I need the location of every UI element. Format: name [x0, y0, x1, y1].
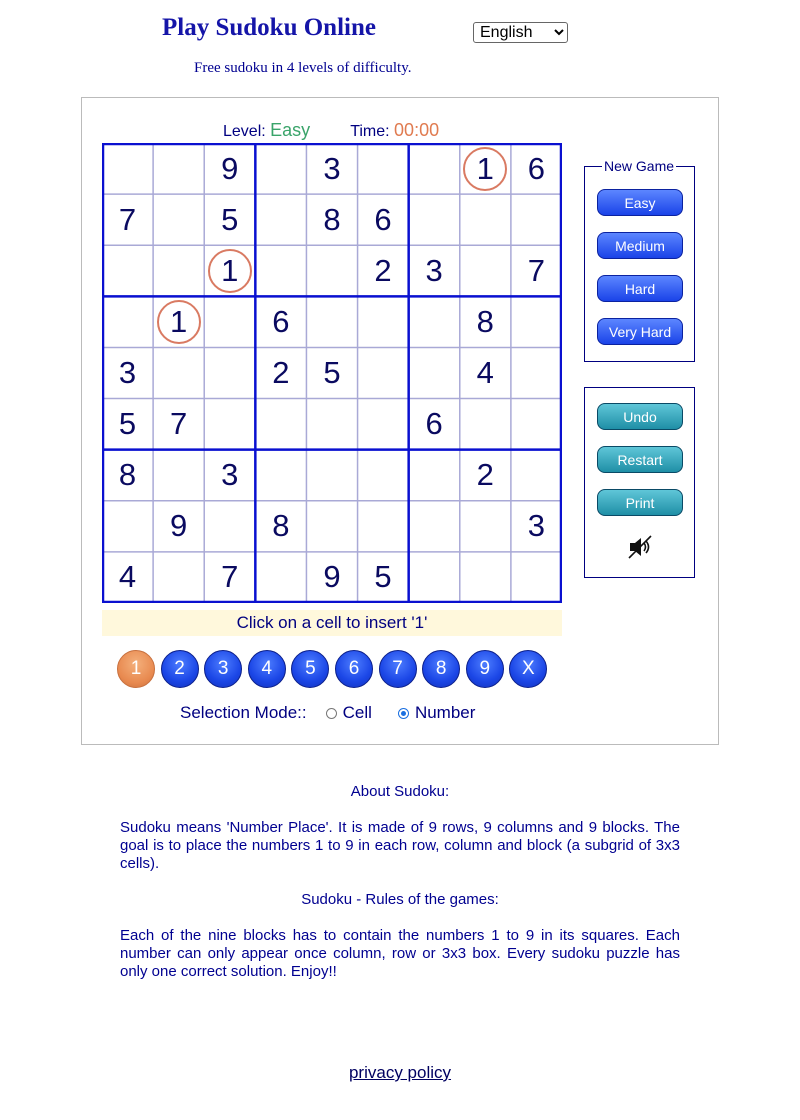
cell-value: 2	[374, 252, 392, 288]
hard-button[interactable]: Hard	[597, 275, 683, 302]
sudoku-cell[interactable]	[255, 296, 306, 347]
selection-mode-label: Selection Mode::	[180, 703, 307, 722]
cell-value: 3	[118, 354, 137, 390]
sudoku-cell[interactable]	[204, 194, 255, 245]
undo-button[interactable]: Undo	[597, 403, 683, 430]
sudoku-cell[interactable]	[306, 399, 357, 450]
cell-value: 8	[476, 303, 494, 339]
sudoku-cell[interactable]	[102, 245, 153, 296]
cell-value: 8	[272, 508, 290, 544]
sudoku-cell[interactable]	[153, 399, 204, 450]
number-button[interactable]: 2	[161, 650, 199, 688]
cell-value: 5	[221, 201, 239, 237]
number-button[interactable]: 8	[422, 650, 460, 688]
cell-value: 9	[221, 150, 239, 186]
sudoku-cell[interactable]	[358, 552, 409, 603]
sudoku-cell[interactable]	[306, 552, 357, 603]
time-label: Time:	[350, 123, 390, 140]
cell-value: 9	[323, 559, 341, 595]
cell-value: 4	[476, 354, 494, 390]
sudoku-cell[interactable]	[409, 143, 460, 194]
level-value: Easy	[270, 120, 311, 140]
sudoku-cell[interactable]	[511, 143, 562, 194]
number-mode-radio[interactable]	[398, 708, 409, 719]
sudoku-cell[interactable]	[358, 450, 409, 501]
number-button[interactable]: 5	[291, 650, 329, 688]
sudoku-cell[interactable]	[102, 347, 153, 398]
sudoku-cell[interactable]	[306, 194, 357, 245]
sudoku-cell[interactable]	[511, 296, 562, 347]
sudoku-cell[interactable]	[153, 245, 204, 296]
new-game-panel	[584, 158, 695, 362]
sudoku-cell[interactable]	[306, 143, 357, 194]
sudoku-cell[interactable]	[153, 450, 204, 501]
number-button[interactable]: 4	[248, 650, 286, 688]
sudoku-cell[interactable]	[102, 501, 153, 552]
cell-value: 2	[272, 354, 290, 390]
sudoku-cell[interactable]	[153, 143, 204, 194]
sudoku-cell[interactable]	[409, 194, 460, 245]
cell-value: 8	[323, 201, 341, 237]
cell-value: 8	[118, 457, 137, 493]
cell-value: 6	[527, 150, 545, 186]
hint-bar: Click on a cell to insert '1'	[102, 610, 562, 636]
cell-value: 7	[118, 201, 137, 237]
sudoku-cell[interactable]	[358, 399, 409, 450]
very-hard-button[interactable]: Very Hard	[597, 318, 683, 345]
sudoku-cell[interactable]	[204, 399, 255, 450]
selection-mode	[180, 703, 475, 723]
sudoku-cell[interactable]	[204, 296, 255, 347]
sudoku-cell[interactable]	[358, 347, 409, 398]
number-button[interactable]: 3	[204, 650, 242, 688]
sudoku-cell[interactable]	[511, 194, 562, 245]
footer	[0, 1063, 800, 1083]
sudoku-cell[interactable]	[460, 296, 511, 347]
about-text: Sudoku means 'Number Place'. It is made of 9 rows, 9 columns and 9 blocks. The goal is to place the numbers 1 to 9 in each row, column and block (a subgrid of 3x3 cells).	[120, 819, 680, 872]
sudoku-cell[interactable]	[153, 501, 204, 552]
sudoku-cell[interactable]	[102, 552, 153, 603]
rules-heading: Sudoku - Rules of the games:	[301, 891, 499, 908]
sudoku-cell[interactable]	[511, 245, 562, 296]
sudoku-cell[interactable]	[358, 194, 409, 245]
sudoku-cell[interactable]	[204, 552, 255, 603]
cell-value: 5	[374, 559, 392, 595]
sudoku-cell[interactable]	[255, 245, 306, 296]
number-button[interactable]: 9	[466, 650, 504, 688]
cell-value: 2	[476, 457, 494, 493]
sudoku-cell[interactable]	[511, 399, 562, 450]
cell-value: 6	[374, 201, 392, 237]
sudoku-cell[interactable]	[409, 399, 460, 450]
sudoku-cell[interactable]	[460, 399, 511, 450]
sudoku-cell[interactable]	[255, 347, 306, 398]
sudoku-cell[interactable]	[153, 194, 204, 245]
cell-value: 7	[221, 559, 239, 595]
number-button[interactable]: 6	[335, 650, 373, 688]
print-button[interactable]: Print	[597, 489, 683, 516]
cell-value: 3	[527, 508, 545, 544]
new-game-legend: New Game	[604, 158, 675, 174]
number-mode-label[interactable]: Number	[414, 703, 476, 722]
sudoku-cell[interactable]	[409, 450, 460, 501]
sudoku-cell[interactable]	[306, 296, 357, 347]
cell-mode-label[interactable]: Cell	[342, 703, 372, 722]
sudoku-cell[interactable]	[460, 347, 511, 398]
rules-text: Each of the nine blocks has to contain the numbers 1 to 9 in its squares. Each number can only appear once column, row or 3x3 box. Every sudoku puzzle has only one correct solution. Enjoy!!	[120, 927, 680, 980]
page-subtitle: Free sudoku in 4 levels of difficulty.	[194, 60, 412, 76]
cell-value: 3	[221, 457, 239, 493]
sudoku-cell[interactable]	[204, 450, 255, 501]
clear-number-button[interactable]: X	[509, 650, 547, 688]
sudoku-cell[interactable]	[460, 194, 511, 245]
medium-button[interactable]: Medium	[597, 232, 683, 259]
sudoku-cell[interactable]	[409, 552, 460, 603]
sudoku-cell[interactable]	[255, 552, 306, 603]
sudoku-cell[interactable]	[460, 245, 511, 296]
sudoku-cell[interactable]	[511, 552, 562, 603]
game-status	[223, 120, 439, 141]
timer-value: 00:00	[394, 120, 440, 140]
sudoku-cell[interactable]	[102, 450, 153, 501]
sudoku-cell[interactable]	[204, 501, 255, 552]
cell-value: 4	[118, 559, 137, 595]
sudoku-cell[interactable]	[511, 450, 562, 501]
sudoku-cell[interactable]	[409, 245, 460, 296]
sudoku-cell[interactable]	[409, 347, 460, 398]
sudoku-cell[interactable]	[358, 245, 409, 296]
sudoku-cell[interactable]	[102, 296, 153, 347]
actions-panel	[584, 387, 695, 578]
sudoku-cell[interactable]	[460, 450, 511, 501]
sudoku-cell[interactable]	[460, 552, 511, 603]
about-heading: About Sudoku:	[350, 783, 450, 800]
sudoku-cell[interactable]	[358, 501, 409, 552]
sudoku-cell[interactable]	[255, 143, 306, 194]
sudoku-cell[interactable]	[255, 501, 306, 552]
cell-value: 7	[169, 406, 188, 442]
cell-value: 5	[323, 354, 341, 390]
restart-button[interactable]: Restart	[597, 446, 683, 473]
sudoku-cell[interactable]	[306, 245, 357, 296]
number-button[interactable]: 7	[379, 650, 417, 688]
sudoku-cell[interactable]	[511, 347, 562, 398]
sudoku-cell[interactable]	[409, 296, 460, 347]
cell-value: 5	[118, 406, 137, 442]
cell-mode-radio[interactable]	[326, 708, 337, 719]
sudoku-cell[interactable]	[153, 347, 204, 398]
cell-value: 9	[169, 508, 188, 544]
sudoku-cell[interactable]	[460, 143, 511, 194]
cell-value: 7	[527, 252, 545, 288]
easy-button[interactable]: Easy	[597, 189, 683, 216]
sudoku-cell[interactable]	[511, 501, 562, 552]
sudoku-cell[interactable]	[255, 194, 306, 245]
sudoku-cell[interactable]	[204, 143, 255, 194]
sudoku-cell[interactable]	[102, 143, 153, 194]
number-button[interactable]: 1	[117, 650, 155, 688]
privacy-policy-link[interactable]: privacy policy	[348, 1063, 452, 1082]
cell-value: 3	[323, 150, 341, 186]
sudoku-cell[interactable]	[460, 501, 511, 552]
sudoku-cell[interactable]	[255, 450, 306, 501]
sudoku-cell[interactable]	[358, 143, 409, 194]
sudoku-cell[interactable]	[204, 347, 255, 398]
sudoku-cell[interactable]	[204, 245, 255, 296]
language-select[interactable]	[473, 22, 568, 43]
sudoku-cell[interactable]	[102, 194, 153, 245]
sudoku-cell[interactable]	[153, 552, 204, 603]
sudoku-cell[interactable]	[255, 399, 306, 450]
sudoku-cell[interactable]	[306, 347, 357, 398]
sudoku-cell[interactable]	[358, 296, 409, 347]
cell-value: 6	[425, 406, 443, 442]
page-title: Play Sudoku Online	[162, 14, 376, 41]
cell-value: 1	[157, 300, 201, 344]
cell-value: 1	[463, 147, 507, 191]
sudoku-cell[interactable]	[153, 296, 204, 347]
speaker-muted-icon[interactable]	[627, 534, 653, 560]
cell-value: 6	[272, 303, 290, 339]
cell-value: 1	[208, 249, 252, 293]
sudoku-cell[interactable]	[306, 501, 357, 552]
cell-value: 3	[425, 252, 443, 288]
sudoku-cell[interactable]	[306, 450, 357, 501]
sudoku-cell[interactable]	[102, 399, 153, 450]
sudoku-cell[interactable]	[409, 501, 460, 552]
level-label: Level:	[223, 123, 266, 140]
